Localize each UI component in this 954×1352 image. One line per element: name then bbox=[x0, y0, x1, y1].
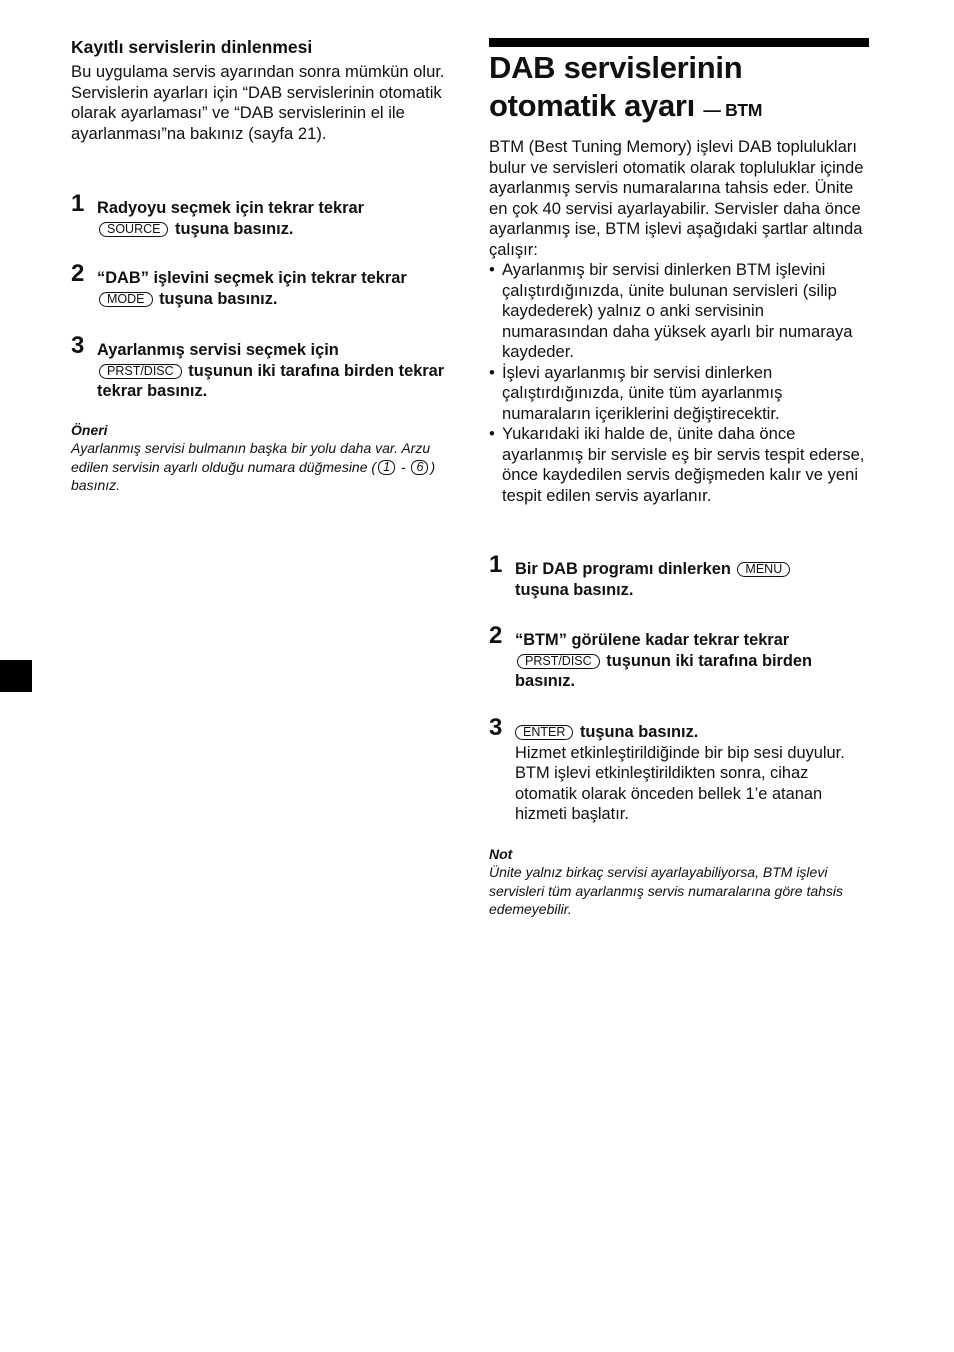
tip-line: Ayarlanmış servisi bulmanın başka bir yolu daha var. Arzu edilen servisin ayarlı olduğu numara düğmesine bbox=[71, 440, 431, 475]
step-text-end: tuşunun iki tarafına birden basınız. bbox=[515, 651, 813, 690]
bullet-item bbox=[489, 424, 873, 506]
step-text: Ayarlanmış servisi seçmek için bbox=[97, 341, 339, 359]
number-6-button: 6 bbox=[411, 460, 428, 475]
bullet-mark: • bbox=[489, 362, 495, 382]
bullet-item bbox=[489, 363, 873, 425]
tip-text bbox=[71, 439, 451, 495]
step-text: “BTM” görülene kadar tekrar tekrar bbox=[515, 631, 790, 649]
tip-title: Öneri bbox=[71, 422, 108, 438]
mode-button: MODE bbox=[99, 292, 153, 307]
bullet-list bbox=[489, 260, 873, 506]
step-text-end: tuşuna basınız. bbox=[159, 289, 278, 308]
bullet-mark: • bbox=[489, 260, 495, 279]
step-number: 2 bbox=[71, 260, 85, 287]
bullet-item bbox=[489, 260, 873, 363]
step-1 bbox=[71, 190, 451, 239]
prst-disc-button: PRST/DISC bbox=[99, 364, 182, 379]
menu-button: MENU bbox=[737, 562, 790, 577]
note-text: Ünite yalnız birkaç servisi ayarlayabiliyorsa, BTM işlevi servisleri tüm ayarlanmış servis numaralarına göre tahsis edemeyebilir. bbox=[489, 864, 844, 918]
step-number: 1 bbox=[489, 551, 503, 578]
page-title bbox=[489, 49, 873, 129]
note-box bbox=[489, 845, 859, 919]
bullet-mark: • bbox=[489, 424, 495, 443]
enter-button: ENTER bbox=[515, 725, 573, 740]
bullet-text: Yukarıdaki iki halde de, ünite daha önce ayarlanmış bir servisle eş bir servis tespit ederse, önce kaydedilen servis değişmeden kalır ve yeni tespit edilen servis ayarlanır. bbox=[502, 424, 865, 505]
step-number: 3 bbox=[489, 714, 503, 741]
title-main: DAB servislerinin otomatik ayarı bbox=[489, 50, 743, 123]
step-text-end: tuşunun iki tarafına birden tekrar tekrar basınız. bbox=[97, 361, 445, 400]
step-2 bbox=[489, 622, 873, 692]
bullet-text: Ayarlanmış bir servisi dinlerken BTM işlevini çalıştırdığınızda, ünite bulunan servisleri (silip kaydederek) yalnız o anki servisinin numarasından daha yüksek ayarlı bir numaraya kaydeder. bbox=[502, 260, 853, 361]
step-3 bbox=[71, 332, 451, 402]
source-button: SOURCE bbox=[99, 222, 168, 237]
tip-box bbox=[71, 421, 451, 495]
step-1 bbox=[489, 551, 873, 600]
bullet-text: İşlevi ayarlanmış bir servisi dinlerken çalıştırdığınızda, ünite tüm ayarlanmış numaraların içeriklerini değiştirecektir. bbox=[502, 362, 783, 423]
intro-paragraph: Bu uygulama servis ayarından sonra mümkün olur. Servislerin ayarları için “DAB servislerinin otomatik olarak ayarlaması” ve “DAB servislerinin el ile ayarlanması”na bakınız (sayfa 21). bbox=[71, 62, 445, 143]
step-text: Radyoyu seçmek için tekrar tekrar bbox=[97, 199, 364, 217]
step-text-end: tuşuna basınız. bbox=[175, 219, 294, 238]
step-number: 2 bbox=[489, 622, 503, 649]
prst-disc-button: PRST/DISC bbox=[517, 654, 600, 669]
tip-open-paren: ( bbox=[371, 458, 377, 475]
title-suffix: — BTM bbox=[703, 100, 763, 120]
tip-dash: - bbox=[400, 458, 406, 475]
step-number: 3 bbox=[71, 332, 85, 359]
section-tab-marker bbox=[0, 660, 32, 692]
step-text: Bir DAB programı dinlerken bbox=[515, 560, 731, 578]
right-intro-block bbox=[489, 137, 873, 506]
title-rule bbox=[489, 38, 869, 47]
step-text: “DAB” işlevini seçmek için tekrar tekrar bbox=[97, 269, 407, 287]
note-title: Not bbox=[489, 846, 513, 862]
number-1-button: 1 bbox=[378, 460, 395, 475]
tip-close: ) basınız. bbox=[71, 458, 436, 494]
step-description: Hizmet etkinleştirildiğinde bir bip sesi duyulur. BTM işlevi etkinleştirildikten sonra, cihaz otomatik olarak önceden bellek 1’e atanan hizmeti başlatır. bbox=[515, 743, 845, 823]
step-text-end: tuşuna basınız. bbox=[515, 580, 634, 599]
section-heading: Kayıtlı servislerin dinlenmesi bbox=[71, 37, 313, 57]
btm-intro: BTM (Best Tuning Memory) işlevi DAB toplulukları bulur ve servisleri otomatik olarak topluluklar içinde ayarlanmış servis numaralarına tahsis eder. Ünite en çok 40 servisi ayarlayabilir. Servisler daha önce ayarlanmış ise, BTM işlevi aşağıdaki şartlar altında çalışır: bbox=[489, 137, 864, 259]
step-3 bbox=[489, 714, 873, 825]
step-2 bbox=[71, 260, 451, 309]
step-text-end: tuşuna basınız. bbox=[579, 723, 699, 741]
step-number: 1 bbox=[71, 190, 85, 217]
